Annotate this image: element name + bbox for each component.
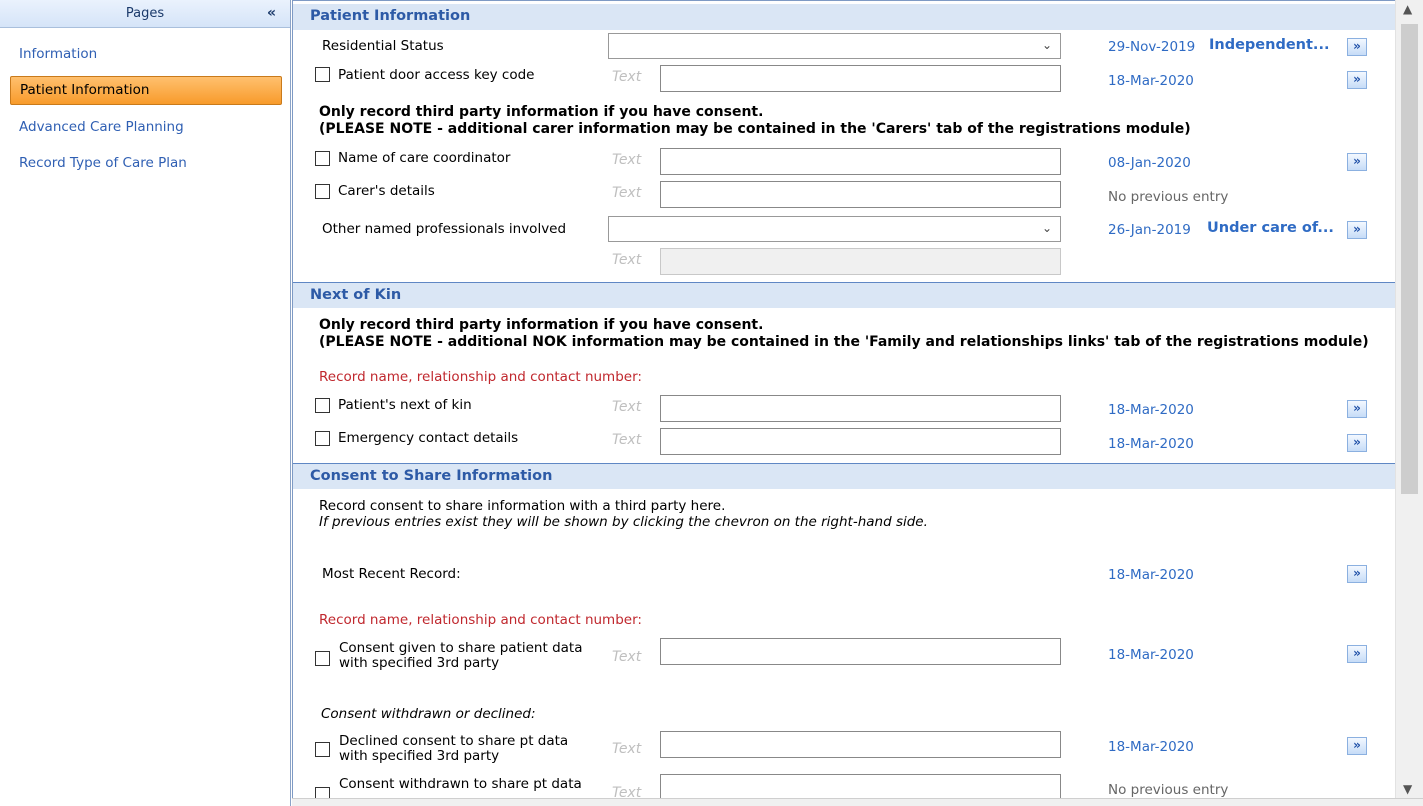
most-recent-record-date: 18-Mar-2020	[1108, 567, 1194, 583]
withdrawn-consent-label-line1: Consent withdrawn to share pt data	[339, 776, 582, 792]
consent-given-date: 18-Mar-2020	[1108, 647, 1194, 663]
consent-given-input[interactable]	[660, 638, 1061, 665]
consent-given-checkbox[interactable]	[315, 651, 330, 666]
emergency-contact-date: 18-Mar-2020	[1108, 436, 1194, 452]
residential-status-label: Residential Status	[322, 38, 444, 54]
door-key-label: Patient door access key code	[338, 67, 535, 83]
other-professionals-value: Under care of...	[1207, 220, 1334, 236]
consent-given-label-line2: with specified 3rd party	[339, 655, 500, 671]
patient-nok-date: 18-Mar-2020	[1108, 402, 1194, 418]
withdrawn-consent-date: No previous entry	[1108, 782, 1229, 798]
residential-status-value: Independent...	[1209, 37, 1330, 53]
sidebar-header	[0, 0, 290, 28]
bottom-edge	[292, 798, 1423, 806]
carer-details-checkbox[interactable]	[315, 184, 330, 199]
care-coordinator-history-button[interactable]: »	[1347, 153, 1367, 171]
care-coordinator-placeholder: Text	[612, 152, 642, 168]
consent-intro-line2: If previous entries exist they will be shown by clicking the chevron on the right-hand side.	[319, 514, 928, 530]
other-professionals-text-input[interactable]	[660, 248, 1061, 275]
withdrawn-consent-input[interactable]	[660, 774, 1061, 798]
emergency-contact-input[interactable]	[660, 428, 1061, 455]
declined-consent-input[interactable]	[660, 731, 1061, 758]
chevron-down-icon: ⌄	[1041, 38, 1052, 52]
sidebar-title: Pages	[125, 6, 165, 21]
nok-note-line2: (PLEASE NOTE - additional NOK information may be contained in the 'Family and relationships links' tab of the registrations module)	[319, 334, 1369, 350]
door-key-checkbox[interactable]	[315, 67, 330, 82]
declined-consent-label-line2: with specified 3rd party	[339, 748, 500, 764]
declined-consent-history-button[interactable]: »	[1347, 737, 1367, 755]
patient-nok-input[interactable]	[660, 395, 1061, 422]
chevron-down-icon: ⌄	[1041, 221, 1052, 235]
emergency-contact-checkbox[interactable]	[315, 431, 330, 446]
carer-details-date: No previous entry	[1108, 189, 1229, 205]
declined-consent-date: 18-Mar-2020	[1108, 739, 1194, 755]
door-key-date: 18-Mar-2020	[1108, 73, 1194, 89]
carer-details-placeholder: Text	[612, 185, 642, 201]
other-professionals-select[interactable]	[608, 216, 1061, 242]
emergency-contact-placeholder: Text	[612, 432, 642, 448]
declined-consent-checkbox[interactable]	[315, 742, 330, 757]
other-professionals-history-button[interactable]: »	[1347, 221, 1367, 239]
residential-status-select[interactable]	[608, 33, 1061, 59]
consent-intro-line1: Record consent to share information with a third party here.	[319, 498, 726, 514]
sidebar-item-information[interactable]: Information	[19, 46, 98, 62]
scroll-up-icon[interactable]: ▲	[1403, 2, 1413, 16]
other-professionals-date: 26-Jan-2019	[1108, 222, 1191, 238]
patient-nok-label: Patient's next of kin	[338, 397, 472, 413]
patient-nok-history-button[interactable]: »	[1347, 400, 1367, 418]
section-header-consent: Consent to Share Information	[293, 463, 1395, 489]
main-form	[292, 0, 1395, 798]
carer-details-label: Carer's details	[338, 183, 435, 199]
declined-consent-label-line1: Declined consent to share pt data	[339, 733, 569, 749]
consent-given-history-button[interactable]: »	[1347, 645, 1367, 663]
consent-instruction: Record name, relationship and contact number:	[319, 612, 642, 628]
most-recent-record-label: Most Recent Record:	[322, 566, 461, 582]
declined-consent-label	[339, 734, 568, 764]
patient-nok-placeholder: Text	[612, 399, 642, 415]
vertical-scrollbar[interactable]	[1395, 0, 1423, 798]
consent-withdrawn-heading: Consent withdrawn or declined:	[321, 706, 536, 722]
sidebar-item-patient-information[interactable]: Patient Information	[10, 76, 282, 105]
sidebar-item-record-type-of-care-plan[interactable]: Record Type of Care Plan	[19, 155, 187, 171]
withdrawn-consent-placeholder: Text	[612, 785, 642, 798]
other-professionals-placeholder: Text	[612, 252, 642, 268]
nok-note-line1: Only record third party information if you have consent.	[319, 317, 764, 333]
residential-status-date: 29-Nov-2019	[1108, 39, 1196, 55]
door-key-placeholder: Text	[612, 69, 642, 85]
care-coordinator-input[interactable]	[660, 148, 1061, 175]
declined-consent-placeholder: Text	[612, 741, 642, 757]
most-recent-record-history-button[interactable]: »	[1347, 565, 1367, 583]
patient-nok-checkbox[interactable]	[315, 398, 330, 413]
care-coordinator-date: 08-Jan-2020	[1108, 155, 1191, 171]
nok-instruction: Record name, relationship and contact number:	[319, 369, 642, 385]
pages-sidebar	[0, 0, 291, 806]
emergency-contact-history-button[interactable]: »	[1347, 434, 1367, 452]
other-professionals-label: Other named professionals involved	[322, 221, 567, 237]
consent-given-label-line1: Consent given to share patient data	[339, 640, 583, 656]
withdrawn-consent-label	[339, 777, 582, 792]
door-key-input[interactable]	[660, 65, 1061, 92]
collapse-sidebar-button[interactable]: «	[266, 5, 276, 21]
consent-note-line1: Only record third party information if you have consent.	[319, 104, 764, 120]
care-coordinator-label: Name of care coordinator	[338, 150, 511, 166]
consent-note-line2: (PLEASE NOTE - additional carer information may be contained in the 'Carers' tab of the registrations module)	[319, 121, 1191, 137]
withdrawn-consent-checkbox[interactable]	[315, 787, 330, 798]
carer-details-input[interactable]	[660, 181, 1061, 208]
care-coordinator-checkbox[interactable]	[315, 151, 330, 166]
consent-given-placeholder: Text	[612, 649, 642, 665]
section-header-patient-information: Patient Information	[293, 4, 1395, 30]
emergency-contact-label: Emergency contact details	[338, 430, 519, 446]
scrollbar-thumb[interactable]	[1401, 24, 1418, 494]
door-key-history-button[interactable]: »	[1347, 71, 1367, 89]
consent-given-label	[339, 641, 582, 671]
sidebar-item-advanced-care-planning[interactable]: Advanced Care Planning	[19, 119, 184, 135]
section-header-next-of-kin: Next of Kin	[293, 282, 1395, 308]
residential-status-history-button[interactable]: »	[1347, 38, 1367, 56]
scroll-down-icon[interactable]: ▼	[1403, 782, 1413, 796]
